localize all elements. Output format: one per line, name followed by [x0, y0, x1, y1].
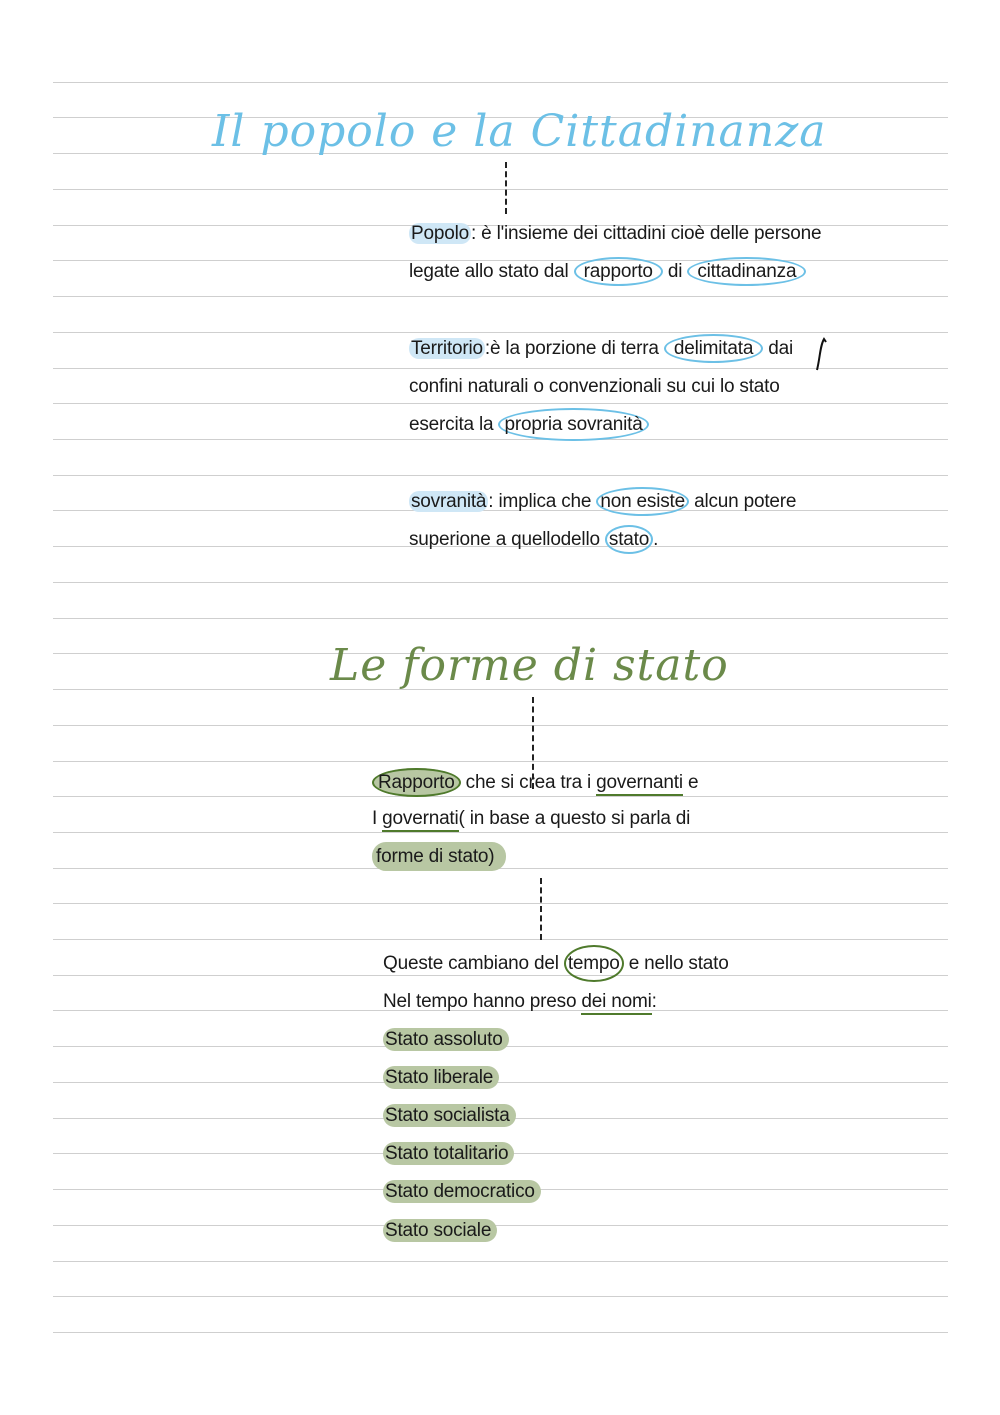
list-item: Stato sociale [383, 1219, 497, 1243]
territorio-line-2: confini naturali o convenzionali su cui lo stato [409, 376, 780, 397]
rule-line [53, 1225, 948, 1226]
rule-line [53, 296, 948, 297]
rule-line [53, 403, 948, 404]
rule-line [53, 832, 948, 833]
list-item: Stato assoluto [383, 1028, 509, 1052]
circled-word: stato [605, 525, 653, 554]
rule-line [53, 1296, 948, 1297]
rule-line [53, 939, 948, 940]
section-title-forme: Le forme di stato [330, 640, 729, 691]
rule-line [53, 618, 948, 619]
circled-word: cittadinanza [687, 257, 806, 286]
underlined-word: governanti [596, 772, 683, 796]
circled-word: delimitata [664, 334, 763, 363]
connector-dash [540, 878, 542, 940]
rule-line [53, 439, 948, 440]
popolo-line-1: Popolo : è l'insieme dei cittadini cioè delle persone [411, 223, 822, 244]
circled-word: rapporto [574, 257, 663, 286]
rapporto-line-1: Rapporto che si crea tra i governanti e [372, 771, 698, 795]
rule-line [53, 475, 948, 476]
rule-line [53, 1261, 948, 1262]
territorio-line-1: Territorio :è la porzione di terra delimitata dai [409, 337, 793, 361]
list-item: Stato totalitario [383, 1142, 514, 1166]
underlined-word: dei nomi [581, 991, 651, 1015]
rule-line [53, 796, 948, 797]
rule-line [53, 189, 948, 190]
sovranita-line-1: sovranità : implica che non esiste alcun potere [409, 490, 796, 514]
queste-line-1: Queste cambiano del tempo e nello stato [383, 952, 729, 976]
circled-word: tempo [564, 945, 624, 982]
connector-dash [505, 162, 507, 214]
circled-word: non esiste [596, 487, 689, 516]
sovranita-line-2: superione a quellodello stato . [409, 528, 658, 552]
rule-line [53, 903, 948, 904]
circled-word: propria sovranità [498, 408, 648, 441]
list-item: Stato liberale [383, 1066, 499, 1090]
rule-line [53, 82, 948, 83]
list-item: Stato democratico [383, 1180, 541, 1204]
popolo-line-2: legate allo stato dal rapporto di cittadinanza [409, 260, 806, 284]
rule-line [53, 1082, 948, 1083]
term-sovranita: sovranità [411, 491, 487, 512]
rule-line [53, 332, 948, 333]
rapporto-line-3 [372, 845, 506, 869]
caret-mark-icon [815, 336, 827, 372]
rule-line [53, 725, 948, 726]
term-popolo: Popolo [411, 223, 469, 244]
list-item: Stato socialista [383, 1104, 516, 1128]
section-title-popolo: Il popolo e la Cittadinanza [212, 106, 827, 157]
underlined-word: governati [382, 808, 458, 832]
rule-line [53, 368, 948, 369]
rule-line [53, 761, 948, 762]
term-territorio: Territorio [411, 338, 483, 359]
territorio-line-3: esercita la propria sovranità [409, 413, 649, 437]
rule-line [53, 1332, 948, 1333]
circled-word: Rapporto [372, 768, 461, 797]
highlighted-phrase: forme di stato) [372, 842, 506, 871]
rule-line [53, 582, 948, 583]
queste-line-2: Nel tempo hanno preso dei nomi: [383, 990, 657, 1014]
rapporto-line-2: I governati( in base a questo si parla di [372, 807, 690, 831]
